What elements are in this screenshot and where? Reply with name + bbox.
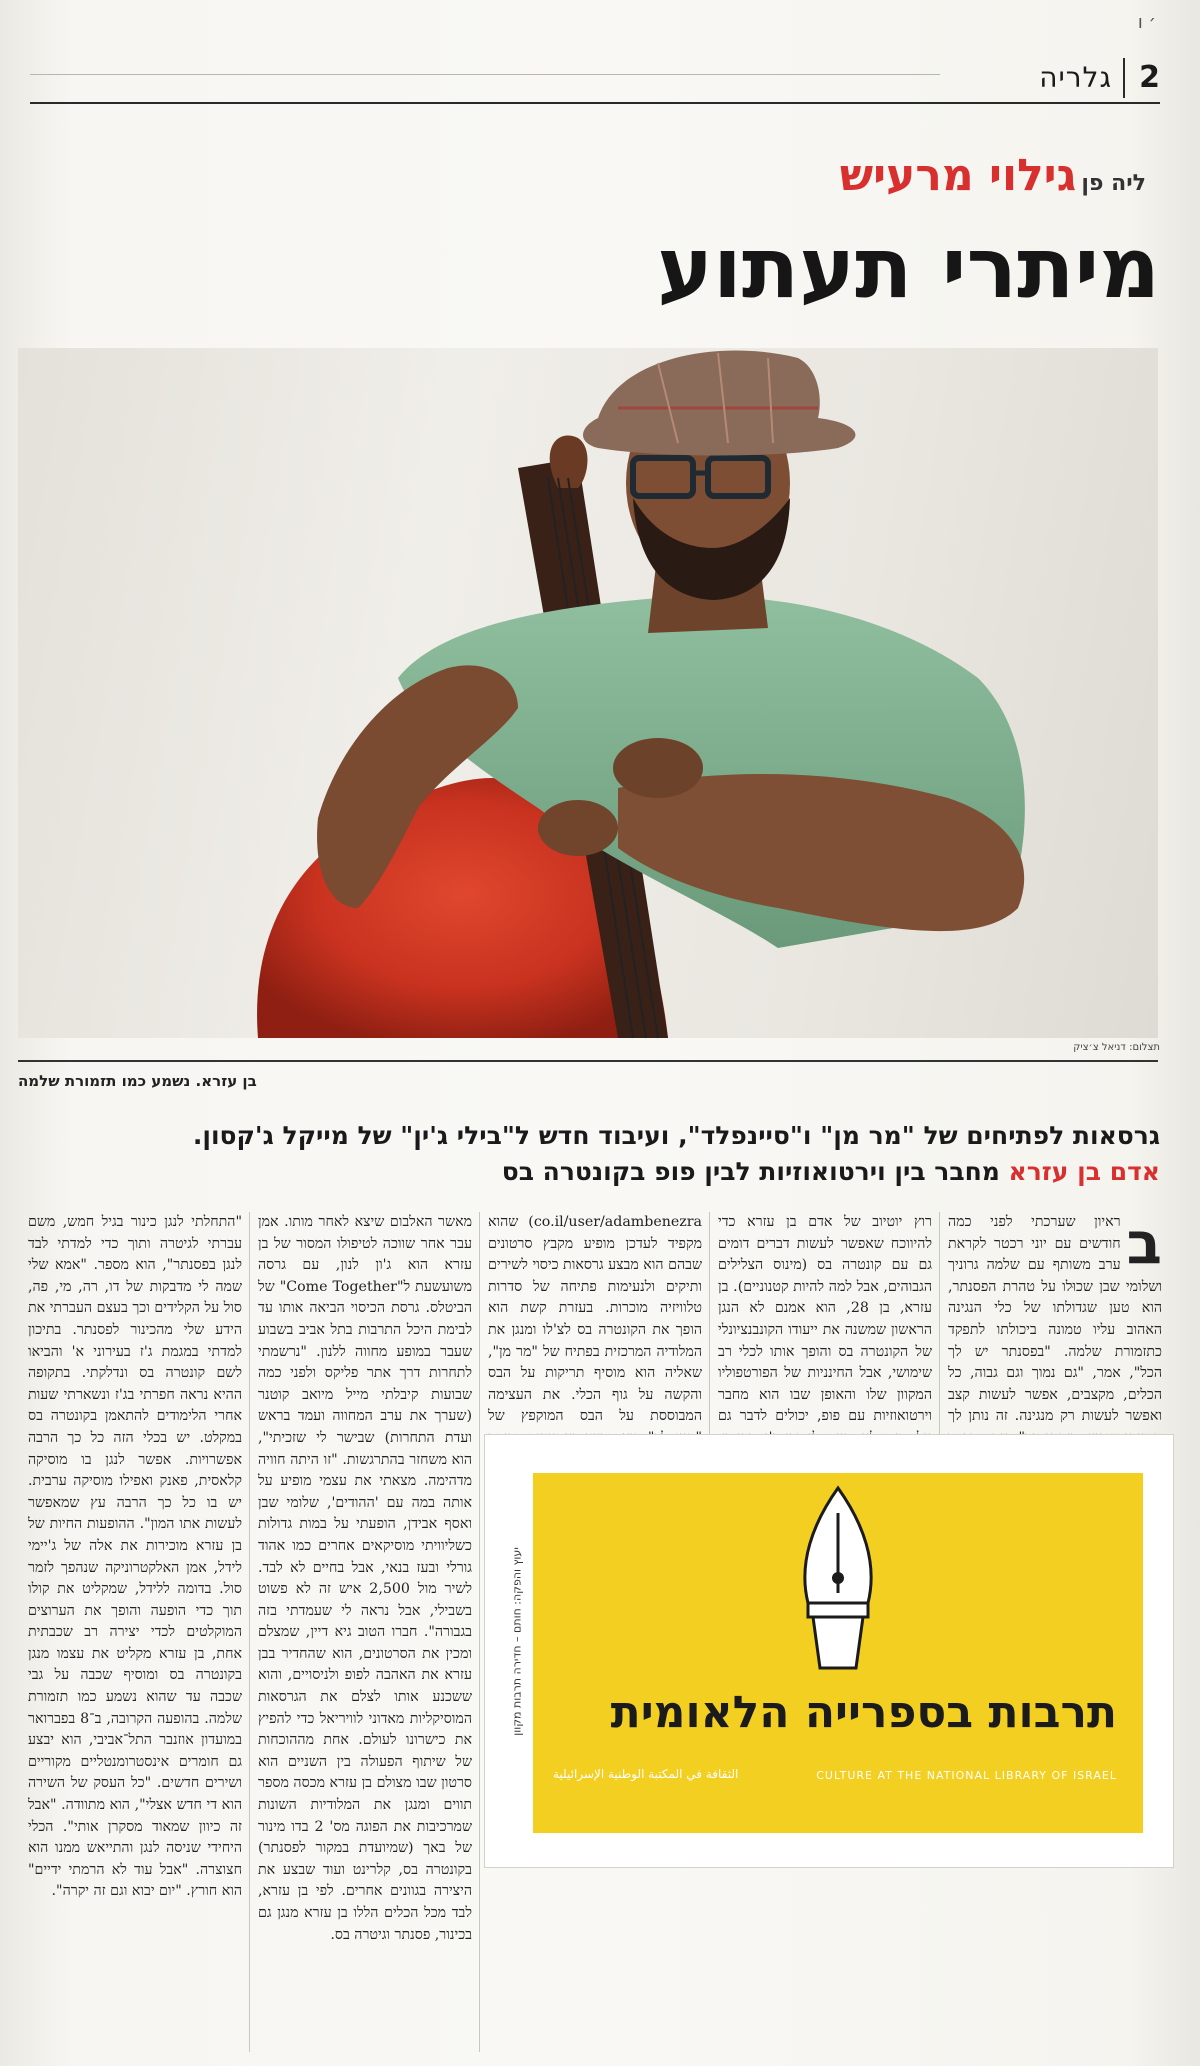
column-divider xyxy=(249,1212,250,2052)
dropcap: ב xyxy=(1126,1209,1162,1277)
deck-line-1: גרסאות לפתיחים של "מר מן" ו"סיינפלד", ועיבוד חדש ל"בילי ג'ין" של מייקל ג'קסון. xyxy=(192,1121,1160,1150)
column-4-text: מאשר האלבום שיצא לאחר מותו. אמן עבר אחר שווכה לטיפולו המסור של בן עזרא הוא ג'ון לנון, עם גרסה משועשעת ל"Come Together" של הביטלס. גרסת הכיסוי הביאה אותו עד לבימת היכל התרבות בתל אביב בשבוע שעבר במופע מחווה ללנון. "נרשמתי לתחרות דרך אתר פליקס ולפני כמה שבועות קיבלתי מייל מיואב קוטנר (שערך את ערב המחווה ועמד בראש ועדת התחרות) שבישר לי שזכיתי", הוא משחזר בהתרגשות. "זו היתה חוויה מדהימה. מצאתי את עצמי מופיע על אותה במה עם 'ההודים', שלומי שבן ואסף אבידן, הופעתי על במות גדולות כשליוויתי מוסיקאים אחרים כמו אהוד גורלי ובעז בנאי, אבל בחיים לא לבד. לשיר מול 2,500 איש זה לא פשוט בשבילי, אבל נראה לי שעמדתי בזה בגבורה". חברו הטוב גיא דיין, שמצלם ומכין את הסרטונים, הוא שהחדיר בבן עזרא את האהבה לפופ ולניסויים, והוא ששכנע אותו לצלם את הגרסאות המוסיקליות מאדוני לוויריאל כדי להפיץ את כישרונו לעולם. אחת מההוכחות של שיתוף הפעולה בין השניים הוא סרטון שבו מצולם בן עזרא מכסה מספר תווים ומנגן את המלודיות השונות שמרכיבות את הפוגה מס' 2 בדו מינור של באך (שמיועדת במקור לפסנתר) בקונטרה בס, קלרינט ועוד שבצע את היצירה בגוונים אחרים. לפי בן עזרא, לבד מכל הכלים הללו בן עזרא מנגן גם בכינור, פסנתר וגיטרה בס. xyxy=(258,1214,473,1943)
article-column-4 xyxy=(258,1212,472,2052)
ad-subtitle-arabic: الثقافة في المكتبة الوطنية الإسرائيلية xyxy=(553,1767,739,1781)
header-rule xyxy=(30,74,940,75)
kicker xyxy=(460,150,1160,201)
section-name: גלריה xyxy=(1039,61,1112,94)
photo-caption: בן עזרא. נשמע כמו תזמורת שלמה xyxy=(18,1072,257,1090)
author-name: ליה פן xyxy=(1081,171,1146,196)
column-name: גילוי מרעיש xyxy=(839,150,1077,201)
ad-subtitle-english: CULTURE AT THE NATIONAL LIBRARY OF ISRAEL xyxy=(816,1769,1117,1782)
national-library-ad xyxy=(484,1434,1174,1868)
musician-illustration xyxy=(18,348,1158,1038)
caption-rule xyxy=(18,1060,1158,1062)
headline: מיתרי תעתוע xyxy=(657,219,1160,317)
column-3-text: co.il/user/adambenezra) שהוא מקפיד לעדכן מופיע מקבץ סרטונים שבהם הוא מבצע גרסאות כיסוי לשירים ותיקים ולנעימות פתיחה של סדרות טלוויזיה מוכרות. בעזרת קשת הוא הופך את הקונטרה בס לצ'לו ומנגן את המלודיה המרכזית בפתיח של "מר מן", שאליה הוא מוסיף תריקות על הבס והקשה על גוף הכלי. את העצימה המבוססת על הבס המוקפץ של xyxy=(488,1214,702,1425)
ad-title: תרבות בספרייה הלאומית xyxy=(610,1687,1117,1738)
column-2-text: רוץ יוטיוב של אדם בן עזרא כדי להיווכח שאפשר לעשות דברים דומים גם עם קונטרה בס (מינוס הצלילים הגבוהים, אבל למה להיות קטנוניים). בן עזרא, בן 28, הוא אמנם לא הנגן הראשון שמשנה את ייעודו הקונבנציונלי של הקונטרה בס והופך אותו לכלי רב שימושי, אבל החינניות של הפורטפוליו המקוון שלו והאופן שבו הוא מחבר וירטואוזיות עם פופ, יכולים לדבר גם xyxy=(718,1214,932,1425)
top-marks: ׳ ו xyxy=(1137,12,1156,33)
ad-side-text: יעוץ והפקה: חותם – חדירה תרבות מקוון xyxy=(510,1547,524,1736)
subject-name: אדם בן עזרא xyxy=(1008,1157,1160,1186)
page-number: 2 xyxy=(1123,58,1160,98)
deck-line-2 xyxy=(40,1154,1160,1190)
ad-side-credit xyxy=(497,1455,527,1845)
column-divider xyxy=(479,1212,480,2052)
column-1-text: ראיון שערכתי לפני כמה חודשים עם יוני רכטר לקראת ערב משותף עם שלמה גרוניך ושלומי שבן שכוּלו על טהרת הפסנתר, הוא טען שגדולתו של כלי הנגינה האהוב עליו טמונה ביכולתו לתפקד כתזמורת שלמה. "בפסנתר יש לך הכל", אמר, "גם נמוך וגם גבוה, כל הכלים, מקצבים, אפשר לעשות קצב ואפשר לעשות רק מנגינה. זה נותן לך xyxy=(948,1214,1162,1425)
page-header xyxy=(30,52,1160,104)
ad-yellow-box xyxy=(533,1473,1143,1833)
article-photo xyxy=(18,348,1158,1038)
photo-credit: תצלום: דניאל צ׳ציק xyxy=(1073,1042,1160,1053)
fountain-pen-icon xyxy=(768,1483,908,1673)
deck-line-2-text: מחבר בין וירטואוזיות לבין פופ בקונטרה בס xyxy=(501,1157,1009,1186)
article-column-5 xyxy=(28,1212,242,2052)
column-5-text: "התחלתי לנגן כינור בגיל חמש, משם עברתי לגיטרה ותוך כדי למדתי לבד לנגן בפסנתר", הוא מספר. "אמא שלי שמה לי מדבקות של דו, רה, מי, פה, סול על הקלידים וכך בעצם העברתי את הידע שלי מהכינור לפסנתר. בתיכון למדתי במגמת ג'ז בעירוני א' והביאו לשם קונטרה בס ונדלקתי. בתקופה ההיא נראה חפרתי בג'ז ונשארתי שעות אחרי הלימודים להתאמן בקונטרה בס במקלט. יש בכלי הזה כל כך הרבה אפשרויות. אפשר לנגן בו מוסיקה קלאסית, פאנק ואפילו מוסיקה ערבית. יש בו כל כך הרבה עץ שמאפשר לעשות אתו המון". ההופעות החיות של בן עזרא מוכירות את אלה של ג'יימי לידל, אמן האלקטרוניקה שנהפך לזמר סול. בדומה ללידל, שמקליט את קולו תוך כדי הופעה והופך את הערוצים המוקלטים לכדי יצירה רב שכבתית אחת, בן עזרא מקליט את עצמו מנגן בקונטרה בס ומוסיף שכבה על גבי שכבה עד שהוא נשמע כמו תזמורת שלמה. בהופעה הקרובה, ב־8 בפברואר במועדון אוזנבר התל־אביבי, הוא יבצע גם חומרים אינסטרומנטליים מקוריים ושירים חדשים. "כל העסק של השירה הוא די חדש אצלי", הוא מתוודה. "אבל זה כיוון שמאוד מסקרן אותי". הכלי היחידי שניסה לנגן והתייאש ממנו הוא חצוצרה. "אבל עוד לא הרמתי ידיים" הוא חורץ. "יום יבוא וגם זה יקרה". xyxy=(28,1214,243,1900)
